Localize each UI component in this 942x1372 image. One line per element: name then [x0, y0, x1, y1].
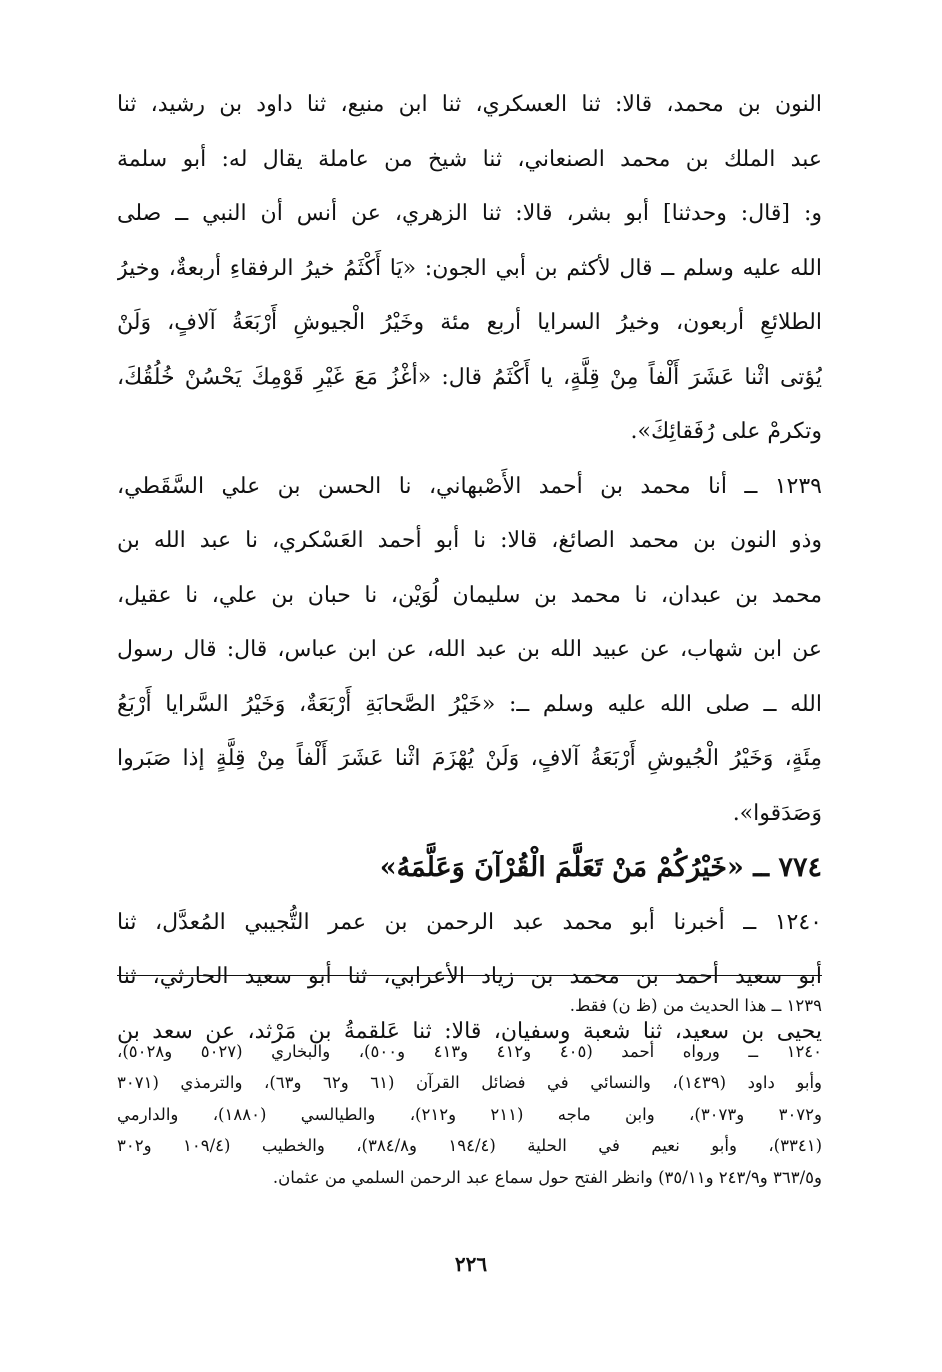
- main-text: [117, 78, 822, 1059]
- footnote-line: ١٢٣٩ ــ هذا الحديث من (ظ ن) فقط.: [569, 996, 822, 1015]
- section-heading: ٧٧٤ ــ «خَيْرُكُمْ مَنْ تَعَلَّمَ الْقُرْآنَ وَعَلَّمَهُ»: [379, 852, 822, 883]
- footnote-separator: [117, 975, 822, 976]
- text-line: وَصَدَقوا».: [732, 800, 822, 826]
- text-line: وتكرمْ على رُفَقائِكَ».: [630, 419, 822, 444]
- footnote-1240: [117, 1036, 822, 1194]
- text-line: وذو النون بن محمد الصائغ، قالا: نا أبو أحمد العَسْكري، نا عبد الله بن: [117, 528, 822, 553]
- text-line: يُؤتى اثْنا عَشَرَ أَلْفاً مِنْ قِلَّةٍ، يا أَكْثَمُ قال: «أغْزُ مَعَ غَيْرِ قَوْمِكَ يَحْسُنْ خُلُقُكَ،: [117, 364, 822, 390]
- page-number: ٢٢٦: [454, 1252, 488, 1276]
- text-line: عبد الملك بن محمد الصنعاني، ثنا شيخ من عاملة يقال له: أبو سلمة: [117, 146, 822, 172]
- text-line: النون بن محمد، قالا: ثنا العسكري، ثنا ابن منيع، ثنا داود بن رشيد، ثنا: [117, 92, 822, 117]
- text-line: عن ابن شهاب، عن عبيد الله بن عبد الله، عن ابن عباس، قال: قال رسول: [117, 637, 822, 662]
- footnote-1239: [117, 990, 822, 1022]
- text-line: الله ــ صلى الله عليه وسلم ــ: «خَيْرُ الصَّحابَةِ أَرْبَعَةٌ، وَخَيْرُ السَّرايا أَرْبَعُ: [117, 691, 822, 717]
- text-line: و: [قال: وحدثنا] أبو بشر، قالا: ثنا الزهري، عن أنس أن النبي ــ صلى: [117, 201, 822, 226]
- text-line: يحيى بن سعيد، ثنا شعبة وسفيان، قالا: ثنا عَلقمةُ بن مَرْثد، عن سعد بن: [117, 1018, 822, 1044]
- footnote-line: (٣٣٤١)، وأبو نعيم في الحلية (١٩٤/٤ و٣٨٤/٨)، والخطيب (١٠٩/٤ و٣٠٢: [117, 1136, 822, 1155]
- footnote-line: و٣٠٧٢ و٣٠٧٣)، وابن ماجه (٢١١ و٢١٢)، والطيالسي (١٨٨٠)، والدارمي: [117, 1104, 822, 1124]
- text-line: الطلائعِ أربعون، وخيرُ السرايا أربع مئة وخَيْرُ الْجيوشِ أَرْبَعَةُ آلافٍ، وَلَنْ: [117, 310, 822, 335]
- text-line: ١٢٣٩ ــ أنا محمد بن أحمد الأَصْبهاني، نا الحسن بن علي السَّقَطي،: [117, 473, 822, 499]
- footnote-line: و٣٦٣/٥ و٢٤٣/٩ و٣٥/١١) وانظر الفتح حول سماع عبد الرحمن السلمي من عثمان.: [272, 1167, 822, 1187]
- text-line: محمد بن عبدان، نا محمد بن سليمان لُوَيْن، نا حبان بن علي، نا عقيل،: [117, 582, 822, 608]
- text-line: مِئَةٍ، وَخَيْرُ الْجُيوشِ أَرْبَعَةُ آلافٍ، وَلَنْ يُهْزَمَ اثْنا عَشَرَ أَلْفاً مِنْ قِلَّةٍ إذا صَبَروا: [117, 746, 822, 771]
- text-line: الله عليه وسلم ــ قال لأكثم بن أبي الجون: «يَا أَكْثَمُ خيرُ الرفقاءِ أربعةٌ، وخيرُ: [117, 255, 822, 281]
- footnotes: [117, 990, 822, 1207]
- footnote-line: وأبو داود (١٤٣٩)، والنسائي في فضائل القرآن (٦١ و٦٢ و٦٣)، والترمذي (٣٠٧١: [117, 1073, 822, 1092]
- text-line: أبو سعيد أحمد بن محمد بن زياد الأعرابي، ثنا أبو سعيد الحارثي، ثنا: [117, 964, 822, 989]
- text-line: ١٢٤٠ ــ أخبرنا أبو محمد عبد الرحمن بن عمر التُّجيبي المُعدَّل، ثنا: [117, 909, 822, 935]
- footnote-line: ١٢٤٠ ــ ورواه أحمد (٤٠٥ و٤١٢ و٤١٣ و٥٠٠)، والبخاري (٥٠٢٧ و٥٠٢٨)،: [117, 1041, 822, 1061]
